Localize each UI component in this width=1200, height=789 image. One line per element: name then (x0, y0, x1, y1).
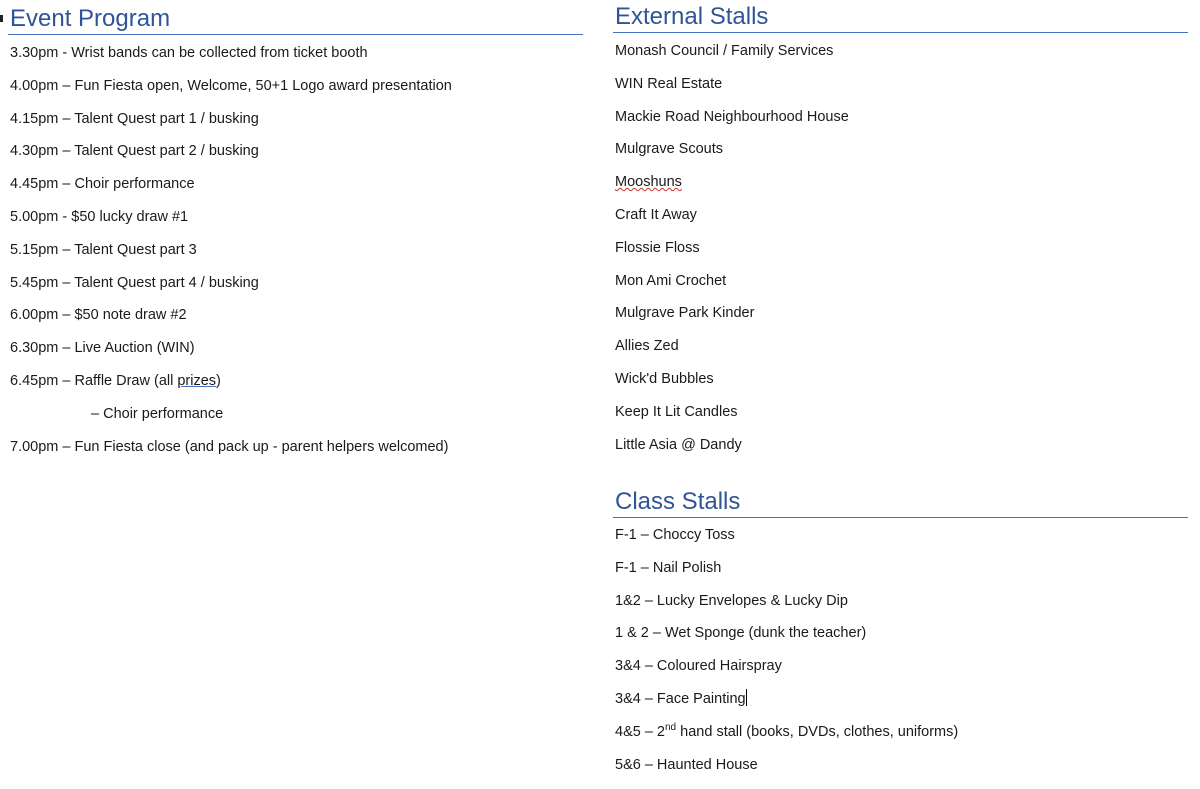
external-stall-item[interactable]: Wick'd Bubbles (615, 370, 714, 387)
event-program-item[interactable]: 6.00pm – $50 note draw #2 (10, 307, 187, 324)
event-program-item[interactable]: – Choir performance (91, 405, 224, 422)
class-stall-item[interactable]: 3&4 – Coloured Hairspray (615, 658, 782, 675)
external-stall-item[interactable]: Allies Zed (615, 338, 679, 355)
class-stalls-section (613, 487, 1188, 781)
external-stall-item[interactable]: Mulgrave Park Kinder (615, 305, 755, 322)
event-program-heading[interactable]: Event Program (8, 4, 583, 35)
external-stall-item[interactable]: Mulgrave Scouts (615, 141, 723, 158)
event-program-item[interactable]: 4.45pm – Choir performance (10, 176, 195, 193)
event-program-item[interactable]: 3.30pm - Wrist bands can be collected from ticket booth (10, 45, 368, 61)
text-cursor (746, 689, 747, 706)
grammar-flagged-word[interactable]: prizes (177, 372, 217, 389)
external-stall-item[interactable]: Mon Ami Crochet (615, 272, 727, 289)
external-stall-item[interactable]: Craft It Away (615, 206, 697, 223)
event-program-item[interactable]: 4.15pm – Talent Quest part 1 / busking (10, 110, 259, 127)
event-program-item[interactable]: 5.00pm - $50 lucky draw #1 (10, 208, 189, 225)
spelling-flagged-word[interactable]: Mooshuns (615, 174, 682, 191)
class-stall-item[interactable]: F-1 – Nail Polish (615, 559, 722, 576)
class-stalls-list (613, 519, 1188, 781)
event-program-item[interactable] (8, 365, 583, 398)
event-program-list (8, 37, 583, 463)
event-program-item[interactable]: 5.45pm – Talent Quest part 4 / busking (10, 274, 259, 291)
paragraph-mark-icon (0, 15, 3, 22)
event-program-item[interactable]: 4.00pm – Fun Fiesta open, Welcome, 50+1 Logo award presentation (10, 77, 452, 94)
class-stall-item[interactable]: F-1 – Choccy Toss (615, 527, 735, 543)
event-program-item[interactable]: 7.00pm – Fun Fiesta close (and pack up - parent helpers welcomed) (10, 438, 449, 455)
class-stall-item[interactable]: 1&2 – Lucky Envelopes & Lucky Dip (615, 592, 848, 609)
class-stall-item[interactable]: 1 & 2 – Wet Sponge (dunk the teacher) (615, 625, 867, 642)
external-stall-item[interactable] (613, 166, 1188, 199)
external-stalls-heading[interactable]: External Stalls (613, 2, 1188, 33)
class-stall-item[interactable] (613, 716, 1188, 749)
event-program-item[interactable]: 6.30pm – Live Auction (WIN) (10, 340, 195, 357)
external-stall-item[interactable]: Mackie Road Neighbourhood House (615, 108, 849, 125)
event-program-item[interactable]: 5.15pm – Talent Quest part 3 (10, 241, 197, 258)
item-text-before: 4&5 – 2 (615, 723, 665, 740)
event-program-section (8, 4, 583, 463)
event-program-item[interactable]: 4.30pm – Talent Quest part 2 / busking (10, 143, 259, 160)
item-text-after: ) (216, 372, 221, 389)
external-stall-item[interactable]: Keep It Lit Candles (615, 403, 738, 420)
external-stalls-section (613, 2, 1188, 461)
external-stall-item[interactable]: Flossie Floss (615, 239, 700, 256)
class-stall-item[interactable] (613, 683, 1188, 716)
item-text: 3&4 – Face Painting (615, 690, 746, 707)
class-stalls-heading[interactable]: Class Stalls (613, 487, 1188, 518)
external-stall-item[interactable]: Little Asia @ Dandy (615, 436, 742, 453)
external-stalls-list (613, 35, 1188, 461)
item-text-before: 6.45pm – Raffle Draw (all (10, 372, 178, 389)
ordinal-superscript: nd (665, 721, 677, 733)
external-stall-item[interactable]: Monash Council / Family Services (615, 43, 834, 59)
item-text-after: hand stall (books, DVDs, clothes, uniforms) (676, 723, 959, 740)
external-stall-item[interactable]: WIN Real Estate (615, 75, 723, 92)
class-stall-item[interactable]: 5&6 – Haunted House (615, 756, 758, 773)
